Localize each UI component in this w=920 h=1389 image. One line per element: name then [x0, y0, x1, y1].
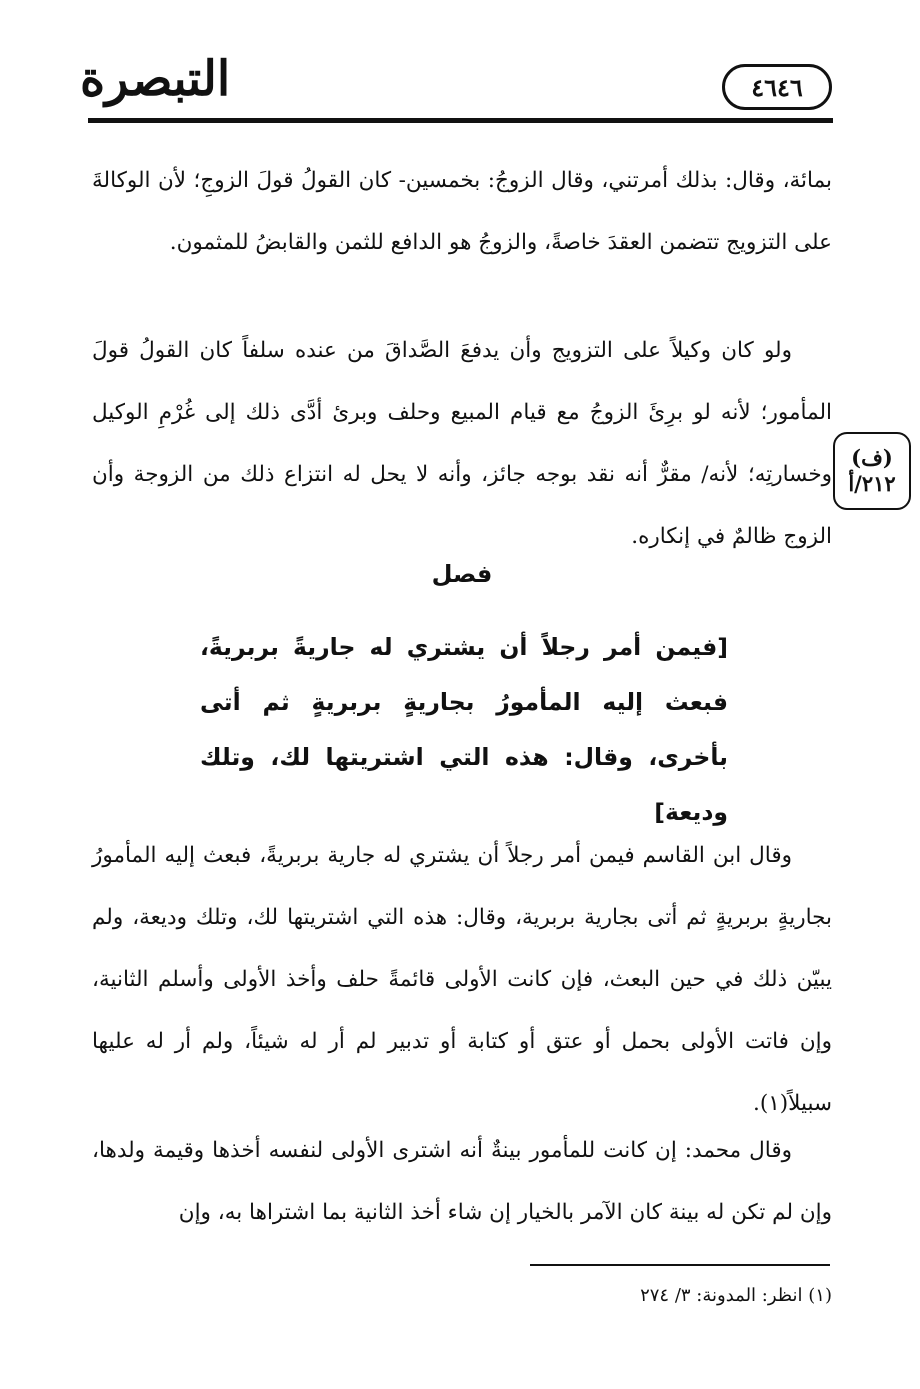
paragraph-2: ولو كان وكيلاً على التزويج وأن يدفعَ الصَّداقَ من عنده سلفاً كان القولُ قولَ المأمور؛ لأنه لو برِئَ الزوجُ مع قيام المبيع وحلف وبرئ أدَّى ذلك إلى غُرْمِ الوكيل وخسارتِه؛ لأنه/ مقرٌّ أنه نقد بوجه جائز، وأنه لا يحل له انتزاع ذلك من الزوجة وأن الزوج ظالمٌ في إنكاره. [92, 338, 832, 549]
paragraph-4: وقال محمد: إن كانت للمأمور بينةٌ أنه اشترى الأولى لنفسه أخذها وقيمة ولدها، وإن لم تكن له بينة كان الآمر بالخيار إن شاء أخذ الثانية بما اشتراها به، وإن [92, 1138, 832, 1225]
margin-ref-line2: ٢١٢/أ [848, 471, 896, 496]
paragraph-1: بمائة، وقال: بذلك أمرتني، وقال الزوجُ: بخمسين- كان القولُ قولَ الزوجِ؛ لأن الوكالةَ على التزويج تتضمن العقدَ خاصةً، والزوجُ هو الدافع للثمن والقابضُ للمثمون. [92, 168, 832, 255]
page-number-text: ٤٦٤٦ [751, 72, 803, 102]
book-title: التبصرة [80, 51, 231, 107]
section-heading: [فيمن أمر رجلاً أن يشتري له جاريةً بربريةً، فبعث إليه المأمورُ بجاريةٍ بربريةٍ ثم أتى بأخرى، وقال: هذه التي اشتريتها لك، وتلك وديعة] [200, 633, 728, 826]
margin-manuscript-reference [833, 432, 911, 510]
footnote-marker: (١). [752, 1091, 789, 1116]
section-label: فصل [431, 560, 493, 588]
footnote: (١) انظر: المدونة: ٣/ ٢٧٤ [640, 1285, 832, 1306]
header-divider [88, 118, 833, 123]
margin-ref-line1: (ف) [851, 444, 893, 470]
paragraph-3 [92, 825, 832, 1135]
page-number [722, 64, 832, 110]
paragraph-3-text: وقال ابن القاسم فيمن أمر رجلاً أن يشتري له جارية بربريةً، فبعث إليه المأمورُ بجاريةٍ بربريةٍ ثم أتى بجارية بربرية، وقال: هذه التي اشتريتها لك، وتلك وديعة، ولم يبيّن ذلك في حين البعث، فإن كانت الأولى قائمةً حلف وأخذ الأولى وأسلم الثانية، وإن فاتت الأولى بحمل أو عتق أو كتابة أو تدبير لم أر له شيئاً، ولم أر له عليها سبيلاً [92, 843, 832, 1116]
footnote-divider [530, 1264, 830, 1266]
